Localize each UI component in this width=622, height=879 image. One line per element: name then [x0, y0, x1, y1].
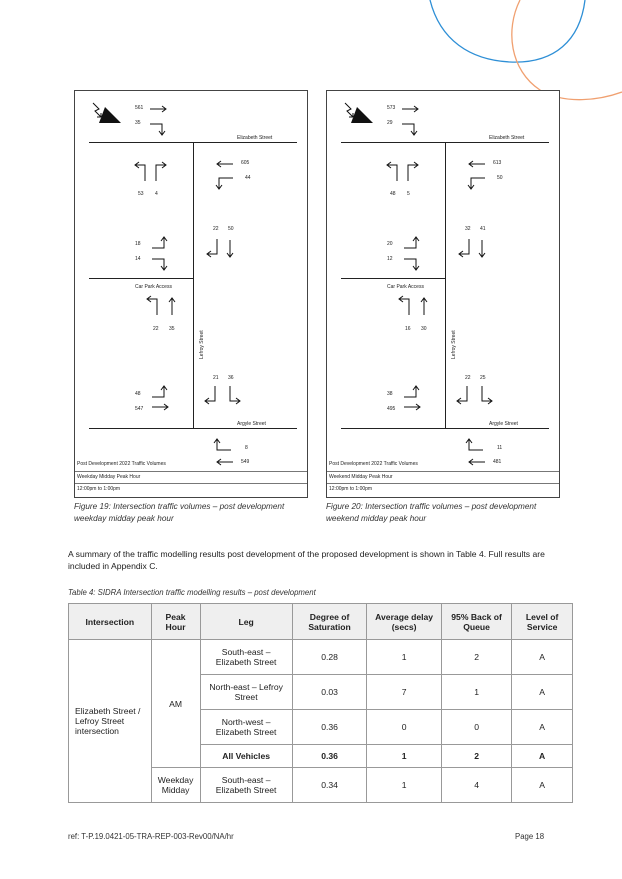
argyle-street-label: Argyle Street: [489, 421, 518, 427]
volume-label: 25: [480, 375, 486, 381]
lefroy-street-label: Lefroy Street: [199, 330, 205, 359]
volume-label: 21: [213, 375, 219, 381]
right-up-arrow-icon: [151, 234, 175, 256]
car-park-access-road: [89, 278, 193, 279]
peak-hour-am: AM: [151, 640, 200, 768]
right-down-arrow-icon: [151, 256, 175, 278]
right-down-arrow-icon: [401, 121, 425, 143]
volume-label: 573: [387, 105, 396, 111]
leg-cell: South-east – Elizabeth Street: [200, 640, 292, 675]
volume-label: 22: [213, 226, 219, 232]
los-cell: A: [512, 745, 573, 768]
table-row: [69, 640, 573, 675]
figure-footer-line: Post Development 2022 Traffic Volumes: [77, 461, 166, 467]
up-arrow-icon: [419, 295, 443, 317]
volume-label: 53: [138, 191, 144, 197]
up-left-arrow-icon: [143, 295, 167, 317]
intersection-cell: Elizabeth Street / Lefroy Street intersection: [69, 640, 152, 803]
down-right-arrow-icon: [477, 385, 501, 407]
down-left-arrow-icon: [453, 385, 477, 407]
queue-cell: 2: [441, 640, 511, 675]
volume-label: 22: [465, 375, 471, 381]
header-average-delay: Average delay (secs): [367, 604, 441, 640]
header-degree-of-saturation: Degree of Saturation: [292, 604, 367, 640]
queue-cell: 1: [441, 675, 511, 710]
right-down-arrow-icon: [149, 121, 173, 143]
figure-20-diagram: [326, 90, 560, 498]
volume-label: 44: [245, 175, 251, 181]
volume-label: 20: [387, 241, 393, 247]
figure-19-caption: Figure 19: Intersection traffic volumes – post development weekday midday peak hour: [74, 502, 285, 523]
volume-label: 35: [169, 326, 175, 332]
lefroy-street-road: [193, 142, 194, 429]
volume-label: 11: [497, 445, 503, 451]
summary-paragraph: A summary of the traffic modelling results post development of the proposed development is shown in Table 4. Full results are included in Appendix C.: [68, 549, 545, 571]
volume-label: 35: [135, 120, 141, 126]
volume-label: 48: [135, 391, 141, 397]
argyle-street-label: Argyle Street: [237, 421, 266, 427]
saturation-cell: 0.03: [292, 675, 367, 710]
up-arrow-icon: [167, 295, 191, 317]
header-leg: Leg: [200, 604, 292, 640]
left-up-arrow-icon: [463, 436, 487, 458]
down-left-arrow-icon: [201, 385, 225, 407]
delay-cell: 1: [367, 640, 441, 675]
volume-label: 29: [387, 120, 393, 126]
volume-label: 50: [497, 175, 503, 181]
results-table: [68, 603, 573, 803]
north-arrow-icon: [343, 99, 377, 125]
through-arrow-icon: [151, 402, 175, 424]
volume-label: 50: [228, 226, 234, 232]
right-down-arrow-icon: [403, 256, 427, 278]
car-park-access-label: Car Park Access: [387, 284, 424, 290]
los-cell: A: [512, 675, 573, 710]
figure-footer-line: 12:00pm to 1:00pm: [75, 483, 307, 494]
los-cell: A: [512, 710, 573, 745]
queue-cell: 0: [441, 710, 511, 745]
volume-label: 4: [155, 191, 158, 197]
volume-label: 12: [387, 256, 393, 262]
down-right-arrow-icon: [225, 385, 249, 407]
volume-label: 14: [135, 256, 141, 262]
volume-label: 16: [405, 326, 411, 332]
lefroy-street-label: Lefroy Street: [451, 330, 457, 359]
up-left-arrow-icon: [395, 295, 419, 317]
volume-label: 48: [390, 191, 396, 197]
delay-cell: 1: [367, 745, 441, 768]
elizabeth-street-label: Elizabeth Street: [489, 135, 525, 141]
lefroy-street-road: [445, 142, 446, 429]
peak-hour-weekday: Weekday Midday: [151, 768, 200, 803]
volume-label: 36: [228, 375, 234, 381]
through-arrow-icon: [403, 402, 427, 424]
volume-label: 18: [135, 241, 141, 247]
leg-cell: All Vehicles: [200, 745, 292, 768]
figure-footer-line: Post Development 2022 Traffic Volumes: [329, 461, 418, 467]
volume-label: 8: [245, 445, 248, 451]
los-cell: A: [512, 640, 573, 675]
header-intersection: Intersection: [69, 604, 152, 640]
volume-label: 481: [493, 459, 502, 465]
volume-label: 38: [387, 391, 393, 397]
volume-label: 22: [153, 326, 159, 332]
down-left-arrow-icon: [203, 238, 227, 260]
footer-page: Page 18: [515, 832, 545, 841]
down-left-arrow-icon: [455, 238, 479, 260]
saturation-cell: 0.34: [292, 768, 367, 803]
volume-label: 5: [407, 191, 410, 197]
volume-label: 30: [421, 326, 427, 332]
car-park-access-label: Car Park Access: [135, 284, 172, 290]
footer-ref: ref: T-P.19.0421-05-TRA-REP-003-Rev00/NA/hr: [68, 832, 234, 841]
delay-cell: 7: [367, 675, 441, 710]
figure-footer-line: Weekday Midday Peak Hour: [75, 471, 307, 482]
header-peak-hour: Peak Hour: [151, 604, 200, 640]
figure-footer-line: 12:00pm to 1:00pm: [327, 483, 559, 494]
saturation-cell: 0.36: [292, 710, 367, 745]
argyle-street-road: [341, 428, 549, 429]
volume-label: 495: [387, 406, 396, 412]
los-cell: A: [512, 768, 573, 803]
volume-label: 547: [135, 406, 144, 412]
car-park-access-road: [341, 278, 445, 279]
north-arrow-icon: [91, 99, 125, 125]
right-up-arrow-icon: [403, 234, 427, 256]
leg-cell: North-east – Lefroy Street: [200, 675, 292, 710]
volume-label: 41: [480, 226, 486, 232]
left-down-arrow-icon: [213, 175, 237, 197]
queue-cell: 2: [441, 745, 511, 768]
elizabeth-street-label: Elizabeth Street: [237, 135, 273, 141]
header-level-of-service: Level of Service: [512, 604, 573, 640]
up-right-arrow-icon: [151, 161, 175, 183]
volume-label: 605: [241, 160, 250, 166]
volume-label: 32: [465, 226, 471, 232]
up-right-arrow-icon: [403, 161, 427, 183]
volume-label: 613: [493, 160, 502, 166]
delay-cell: 1: [367, 768, 441, 803]
down-arrow-icon: [477, 238, 501, 260]
header-back-of-queue: 95% Back of Queue: [441, 604, 511, 640]
table-caption: Table 4: SIDRA Intersection traffic modelling results – post development: [68, 588, 316, 597]
delay-cell: 0: [367, 710, 441, 745]
left-up-arrow-icon: [211, 436, 235, 458]
down-arrow-icon: [225, 238, 249, 260]
left-down-arrow-icon: [465, 175, 489, 197]
table-header-row: [69, 604, 573, 640]
volume-label: 549: [241, 459, 250, 465]
saturation-cell: 0.28: [292, 640, 367, 675]
leg-cell: North-west – Elizabeth Street: [200, 710, 292, 745]
figure-20-caption: Figure 20: Intersection traffic volumes – post development weekend midday peak hour: [326, 502, 537, 523]
queue-cell: 4: [441, 768, 511, 803]
volume-label: 561: [135, 105, 144, 111]
argyle-street-road: [89, 428, 297, 429]
figure-footer-line: Weekend Midday Peak Hour: [327, 471, 559, 482]
figure-19-diagram: [74, 90, 308, 498]
leg-cell: South-east – Elizabeth Street: [200, 768, 292, 803]
saturation-cell: 0.36: [292, 745, 367, 768]
